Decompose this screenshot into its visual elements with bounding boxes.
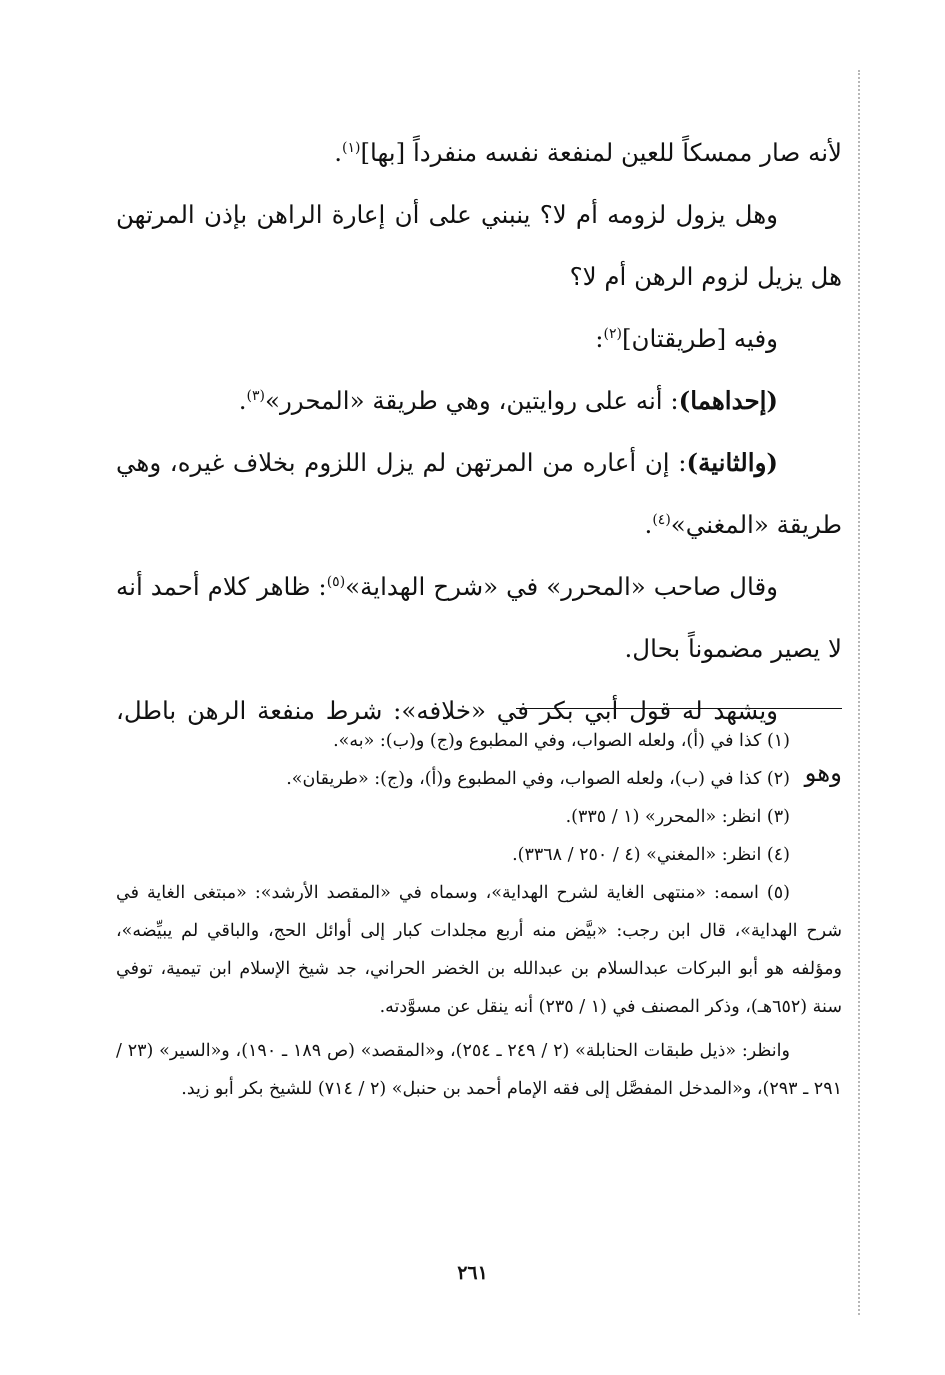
paragraph-4-end: .	[238, 386, 247, 415]
paragraph-3-end: :	[595, 324, 604, 353]
paragraph-1-text: لأنه صار ممسكاً للعين لمنفعة نفسه منفرداً [بها]	[360, 138, 842, 167]
paragraph-3	[116, 308, 842, 370]
paragraph-3-text: وفيه [طريقتان]	[621, 324, 778, 353]
paragraph-4-text: : أنه على روايتين، وهي طريقة «المحرر»	[264, 386, 679, 415]
paragraph-6	[116, 556, 842, 680]
footnote-3: (٣) انظر: «المحرر» (١ / ٣٣٥).	[565, 807, 790, 827]
binding-gutter-line	[858, 70, 860, 1315]
footnote-ref-5[interactable]: (٥)	[326, 573, 346, 590]
paragraph-5-lead: (والثانية)	[686, 448, 778, 477]
paragraph-1-end: .	[334, 138, 342, 167]
page-number: ٢٦١	[457, 1262, 488, 1284]
footnote-5: (٥) اسمه: «منتهى الغاية لشرح الهداية»، وسماه في «المقصد الأرشد»: «مبتغى الغاية في شرح الهداية»، قال ابن رجب: «بيَّض منه أربع مجلدات كبار إلى أوائل الحج، والباقي لم يبيِّضه»، ومؤلفه هو أبو البركات عبدالسلام بن عبدالله بن الخضر الحراني، جد شيخ الإسلام ابن تيمية، توفي سنة (٦٥٢هـ)، وذكر المصنف في (١ / ٢٣٥) أنه ينقل عن مسوَّدته.	[116, 883, 842, 1017]
footnote-ref-3[interactable]: (٣)	[246, 387, 265, 404]
footnote-ref-4[interactable]: (٤)	[652, 511, 671, 528]
paragraph-4-lead: (إحداهما)	[678, 386, 778, 415]
footnote-ref-2[interactable]: (٢)	[603, 325, 622, 342]
paragraph-7: ويشهد له قول أبي بكر في «خلافه»: شرط منفعة الرهن باطل، وهو	[116, 696, 842, 787]
footnote-1: (١) كذا في (أ)، ولعله الصواب، وفي المطبوع و(ج) و(ب): «به».	[333, 731, 790, 751]
footnotes	[116, 722, 842, 1108]
paragraph-1	[116, 122, 842, 184]
paragraph-5-end: .	[644, 510, 653, 539]
footnote-separator	[516, 708, 842, 709]
paragraph-5-text: : إن أعاره من المرتهن لم يزل اللزوم بخلاف غيره، وهي طريقة «المغني»	[116, 448, 842, 539]
footnote-2: (٢) كذا في (ب)، ولعله الصواب، وفي المطبوع و(أ)، و(ج): «طريقان».	[286, 769, 790, 789]
paragraph-2: وهل يزول لزومه أم لا؟ ينبني على أن إعارة الراهن بإذن المرتهن هل يزيل لزوم الرهن أم لا؟	[116, 200, 842, 291]
paragraph-5	[116, 432, 842, 556]
footnote-ref-1[interactable]: (١)	[342, 139, 361, 156]
paragraph-4	[116, 370, 842, 432]
paragraph-6-text: وقال صاحب «المحرر» في «شرح الهداية»	[345, 572, 778, 601]
footnote-5-continued: وانظر: «ذيل طبقات الحنابلة» (٢ / ٢٤٩ ـ ٢٥٤)، و«المقصد» (ص ١٨٩ ـ ١٩٠)، و«السير» (٢٣ / ٢٩١ ـ ٢٩٣)، و«المدخل المفصَّل إلى فقه الإمام أحمد بن حنبل» (٢ / ٧١٤) للشيخ بكر أبو زيد.	[116, 1041, 842, 1099]
paragraph-6-end: : ظاهر كلام أحمد أنه لا يصير مضموناً بحال.	[116, 572, 842, 663]
main-text	[116, 122, 842, 804]
footnote-4: (٤) انظر: «المغني» (٤ / ٢٥٠ / ٣٣٦٨).	[512, 845, 790, 865]
